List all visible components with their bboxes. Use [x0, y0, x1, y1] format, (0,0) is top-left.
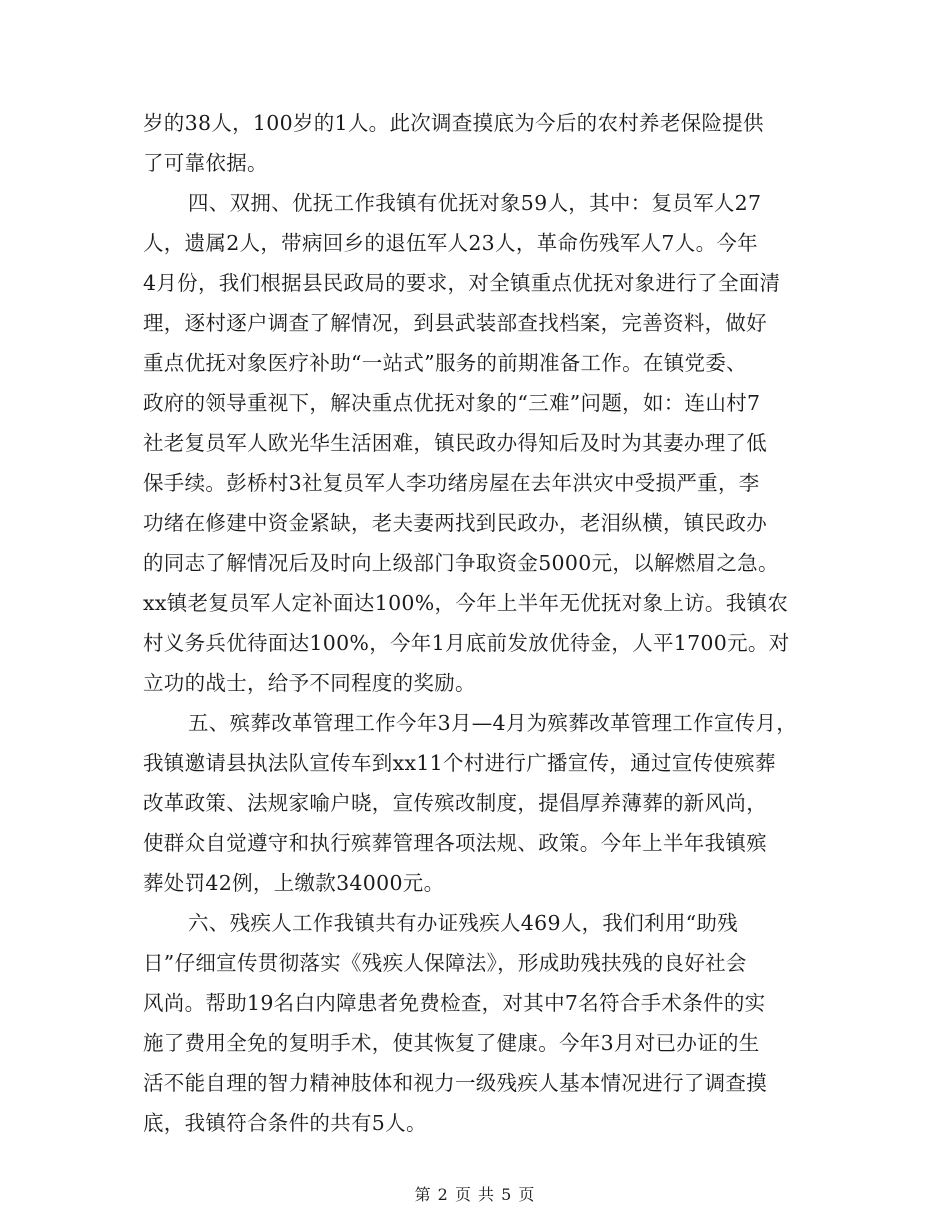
- text-line: 功绪在修建中资金紧缺，老夫妻两找到民政办，老泪纵横，镇民政办: [143, 511, 767, 535]
- text-line: 风尚。帮助19名白内障患者免费检查，对其中7名符合手术条件的实: [143, 991, 766, 1015]
- text-line: 村义务兵优待面达100%，今年1月底前发放优待金，人平1700元。对: [143, 631, 790, 655]
- text-line: 重点优抚对象医疗补助“一站式”服务的前期准备工作。在镇党委、: [143, 351, 747, 375]
- text-line: 活不能自理的智力精神肢体和视力一级残疾人基本情况进行了调查摸: [143, 1071, 767, 1095]
- document-body: [143, 103, 823, 1143]
- text-line: 4月份，我们根据县民政局的要求，对全镇重点优抚对象进行了全面清: [143, 271, 781, 295]
- text-line: 了可靠依据。: [143, 151, 268, 175]
- paragraph-start-line: 六、残疾人工作我镇共有办证残疾人469人，我们利用“助残: [188, 911, 739, 935]
- text-line: 政府的领导重视下，解决重点优抚对象的“三难”问题，如：连山村7: [143, 391, 761, 415]
- paragraph-start-line: 五、殡葬改革管理工作今年3月—4月为殡葬改革管理工作宣传月，: [188, 711, 798, 735]
- text-line: 底，我镇符合条件的共有5人。: [143, 1111, 427, 1135]
- text-line: 的同志了解情况后及时向上级部门争取资金5000元，以解燃眉之急。: [143, 551, 779, 575]
- paragraph-start-line: 四、双拥、优抚工作我镇有优抚对象59人，其中：复员军人27: [188, 191, 762, 215]
- text-line: 岁的38人，100岁的1人。此次调查摸底为今后的农村养老保险提供: [143, 111, 764, 135]
- text-line: 使群众自觉遵守和执行殡葬管理各项法规、政策。今年上半年我镇殡: [143, 831, 767, 855]
- text-line: 施了费用全免的复明手术，使其恢复了健康。今年3月对已办证的生: [143, 1031, 760, 1055]
- text-line: 我镇邀请县执法队宣传车到xx11个村进行广播宣传，通过宣传使殡葬: [143, 751, 776, 775]
- text-line: xx镇老复员军人定补面达100%，今年上半年无优抚对象上访。我镇农: [143, 591, 789, 615]
- text-line: 人，遗属2人，带病回乡的退伍军人23人，革命伤残军人7人。今年: [143, 231, 758, 255]
- text-line: 保手续。彭桥村3社复员军人李功绪房屋在去年洪灾中受损严重，李: [143, 471, 760, 495]
- text-line: 葬处罚42例，上缴款34000元。: [143, 871, 445, 895]
- text-line: 日”仔细宣传贯彻落实《残疾人保障法》，形成助残扶残的良好社会: [143, 951, 747, 975]
- text-line: 立功的战士，给予不同程度的奖励。: [143, 671, 476, 695]
- text-line: 改革政策、法规家喻户晓，宣传殡改制度，提倡厚养薄葬的新风尚，: [143, 791, 767, 815]
- page-number-footer: 第 2 页 共 5 页: [414, 1185, 536, 1204]
- text-line: 社老复员军人欧光华生活困难，镇民政办得知后及时为其妻办理了低: [143, 431, 767, 455]
- text-line: 理，逐村逐户调查了解情况，到县武装部查找档案，完善资料，做好: [143, 311, 767, 335]
